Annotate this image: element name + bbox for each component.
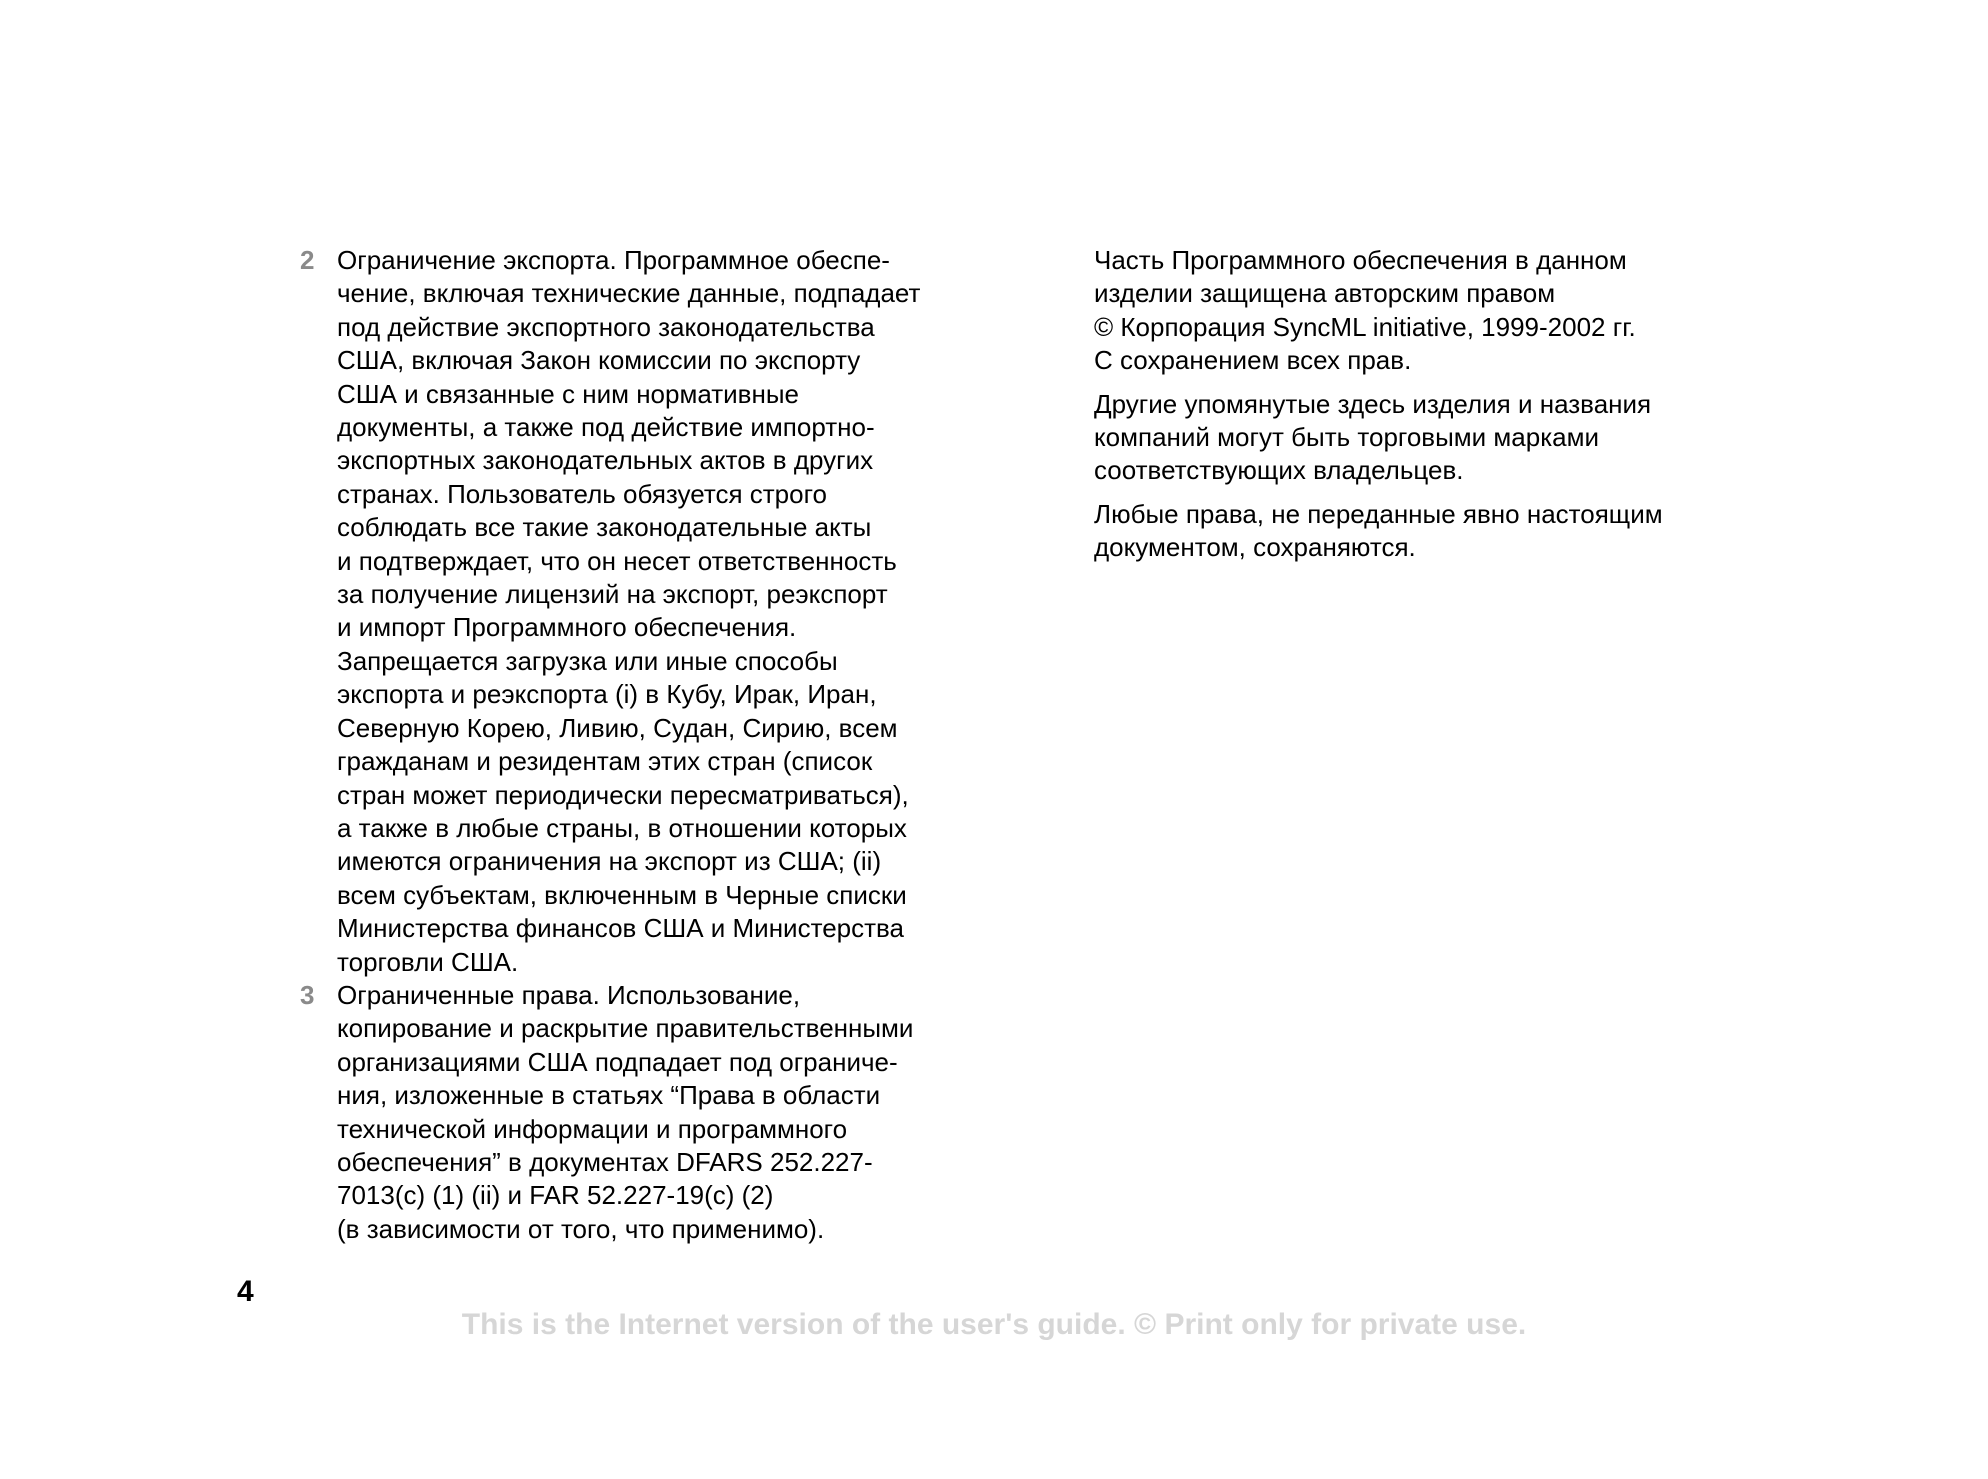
- item-number: 2: [300, 245, 315, 275]
- watermark-notice: [0, 1308, 1988, 1342]
- list-item-export-restriction: [300, 244, 1000, 979]
- item-text: Ограничение экспорта. Программное обеспе- чение, включая технические данные, подпадает под действие экспортного законодательства США, включая Закон комиссии по экспорту США и связанные с ним нормативные документы, а также под действие импортно- экспортных законодательных актов в других странах. Пользователь обязуется строго соблюдать все такие законодательные акты и подтверждает, что он несет ответственность за получение лицензий на экспорт, реэкспорт и импорт Программного обеспечения. Запрещается загрузка или иные способы экспорта и реэкспорта (i) в Кубу, Ирак, Иран, Северную Корею, Ливию, Судан, Сирию, всем гражданам и резидентам этих стран (список стран может периодически пересматриваться), а также в любые страны, в отношении которых имеются ограничения на экспорт из США; (ii) всем субъектам, включенным в Черные списки Министерства финансов США и Министерства торговли США.: [337, 245, 921, 977]
- left-column: [300, 244, 1000, 1246]
- item-number: 3: [300, 979, 315, 1010]
- paragraph-trademarks: Другие упомянутые здесь изделия и названия компаний могут быть торговыми марками соответствующих владельцев.: [1094, 388, 1652, 486]
- page-number: 4: [237, 1275, 254, 1308]
- paragraph-copyright: Часть Программного обеспечения в данном изделии защищена авторским правом © Корпорация SyncML initiative, 1999-2002 гг. С сохранением всех прав.: [1094, 245, 1636, 376]
- list-item-restricted-rights: [300, 979, 1000, 1246]
- right-column: [1094, 244, 1774, 575]
- paragraph-rights-reserved: Любые права, не переданные явно настоящим документом, сохраняются.: [1094, 498, 1663, 563]
- watermark-text: This is the Internet version of the user's guide. © Print only for private use.: [461, 1308, 1527, 1341]
- item-text: Ограниченные права. Использование, копирование и раскрытие правительственными организациями США подпадает под ограниче- ния, изложенные в статьях “Права в области технической информации и программного обеспечения” в документах DFARS 252.227- 7013(c) (1) (ii) и FAR 52.227-19(c) (2) (в зависимости от того, что применимо).: [337, 979, 914, 1244]
